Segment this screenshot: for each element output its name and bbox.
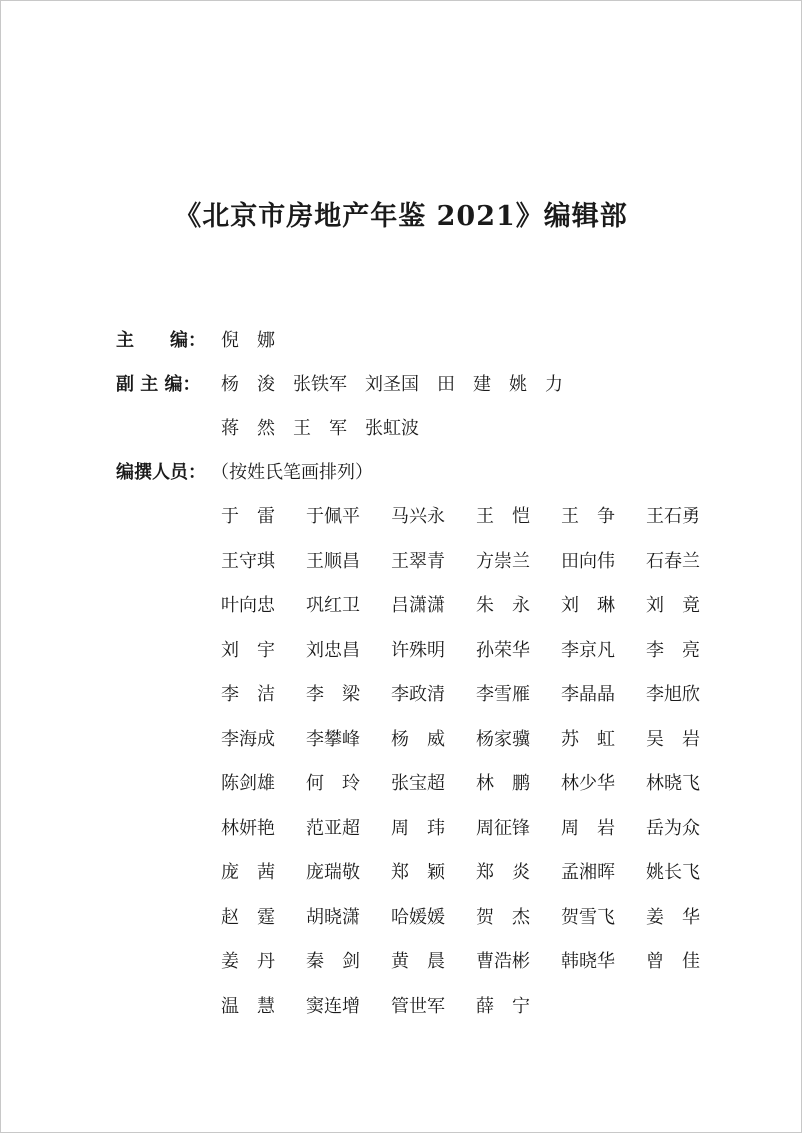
compiler-name: 叶向忠 [221,595,275,616]
deputy-editors-line-2: 蒋 然 王 军 张虹波 [221,418,419,439]
compiler-name: 周征锋 [476,817,530,839]
compilers-name-grid [221,505,711,1039]
name-row [221,550,711,595]
deputy-editors-line-1: 杨 浚 张铁军 刘圣国 田 建 姚 力 [221,374,563,395]
chief-editor-names: 倪 娜 [221,330,275,351]
deputy-editors-label: 副 主 编： [116,374,201,395]
name-row [221,817,711,862]
compiler-name: 李京凡 [561,639,615,661]
compiler-name: 李 梁 [306,684,360,705]
compiler-name: 王顺昌 [306,550,360,572]
compiler-name: 黄 晨 [391,951,445,972]
compiler-name: 王翠青 [391,550,445,572]
compiler-name: 姜 丹 [221,951,275,972]
compiler-name: 窦连增 [306,995,360,1017]
compiler-name: 孟湘晖 [561,862,615,883]
compiler-name: 秦 剑 [306,951,360,972]
compiler-name: 曹浩彬 [476,951,530,972]
compiler-name: 陈剑雄 [221,773,275,794]
compiler-name: 曾 佳 [646,951,700,972]
compiler-name: 林 鹏 [476,773,530,794]
chief-editor-label: 主 编： [116,330,206,351]
name-row [221,505,711,550]
compiler-name: 孙荣华 [476,639,530,661]
page-title: 《北京市房地产年鉴 2021》编辑部 [174,201,628,232]
compiler-name: 许殊明 [391,639,445,661]
compiler-name: 王守琪 [221,550,275,572]
compiler-name: 哈媛媛 [391,906,445,928]
compiler-name: 薛 宁 [476,995,530,1017]
name-row [221,639,711,684]
compiler-name: 庞 茜 [221,862,275,883]
compiler-name: 于佩平 [306,506,360,527]
compiler-name: 韩晓华 [561,951,615,972]
compiler-name: 郑 颖 [391,862,445,883]
compiler-name: 管世军 [391,995,445,1017]
compiler-name: 刘 琳 [561,595,615,616]
compiler-name: 马兴永 [391,506,445,527]
name-row [221,594,711,639]
compiler-name: 林晓飞 [646,773,700,794]
compiler-name: 范亚超 [306,817,360,839]
compiler-name: 朱 永 [476,595,530,616]
name-row [221,995,711,1040]
compiler-name: 李 亮 [646,639,700,661]
compiler-name: 刘忠昌 [306,639,360,661]
compiler-name: 田向伟 [561,550,615,572]
compiler-name: 王 恺 [476,506,530,527]
compiler-name: 李旭欣 [646,684,700,705]
compiler-name: 李 洁 [221,684,275,705]
compiler-name: 何 玲 [306,773,360,794]
compiler-name: 周 岩 [561,817,615,839]
compiler-name: 李政清 [391,684,445,705]
compiler-name: 苏 虹 [561,728,615,750]
compiler-name: 刘 宇 [221,639,275,661]
name-row [221,772,711,817]
compiler-name: 张宝超 [391,773,445,794]
compiler-name: 贺 杰 [476,906,530,928]
compiler-name: 吕潇潇 [391,595,445,616]
compiler-name: 赵 霆 [221,906,275,928]
compiler-name: 林妍艳 [221,817,275,839]
compilers-note: （按姓氏笔画排列） [211,462,373,483]
name-row [221,906,711,951]
compiler-name: 李晶晶 [561,684,615,705]
compiler-name: 刘 竟 [646,595,700,616]
compiler-name: 石春兰 [646,550,700,572]
compiler-name: 庞瑞敬 [306,862,360,883]
compiler-name: 姚长飞 [646,862,700,883]
compiler-name: 林少华 [561,773,615,794]
compiler-name: 吴 岩 [646,728,700,750]
compiler-name: 温 慧 [221,995,275,1017]
compiler-name: 王 争 [561,506,615,527]
compiler-name: 贺雪飞 [561,906,615,928]
compiler-name: 杨家骥 [476,728,530,750]
compiler-name: 李雪雁 [476,684,530,705]
compilers-label: 编撰人员： [116,462,206,483]
compiler-name: 周 玮 [391,817,445,839]
compiler-name: 王石勇 [646,506,700,527]
compiler-name: 方崇兰 [476,550,530,572]
compiler-name: 巩红卫 [306,595,360,616]
name-row [221,950,711,995]
name-row [221,728,711,773]
compiler-name: 李海成 [221,728,275,750]
compiler-name: 胡晓潇 [306,906,360,928]
compiler-name: 李攀峰 [306,728,360,750]
name-row [221,861,711,906]
compiler-name: 姜 华 [646,906,700,928]
compiler-name: 郑 炎 [476,862,530,883]
name-row [221,683,711,728]
compiler-name: 岳为众 [646,817,700,839]
compiler-name: 于 雷 [221,506,275,527]
compiler-name: 杨 威 [391,728,445,750]
